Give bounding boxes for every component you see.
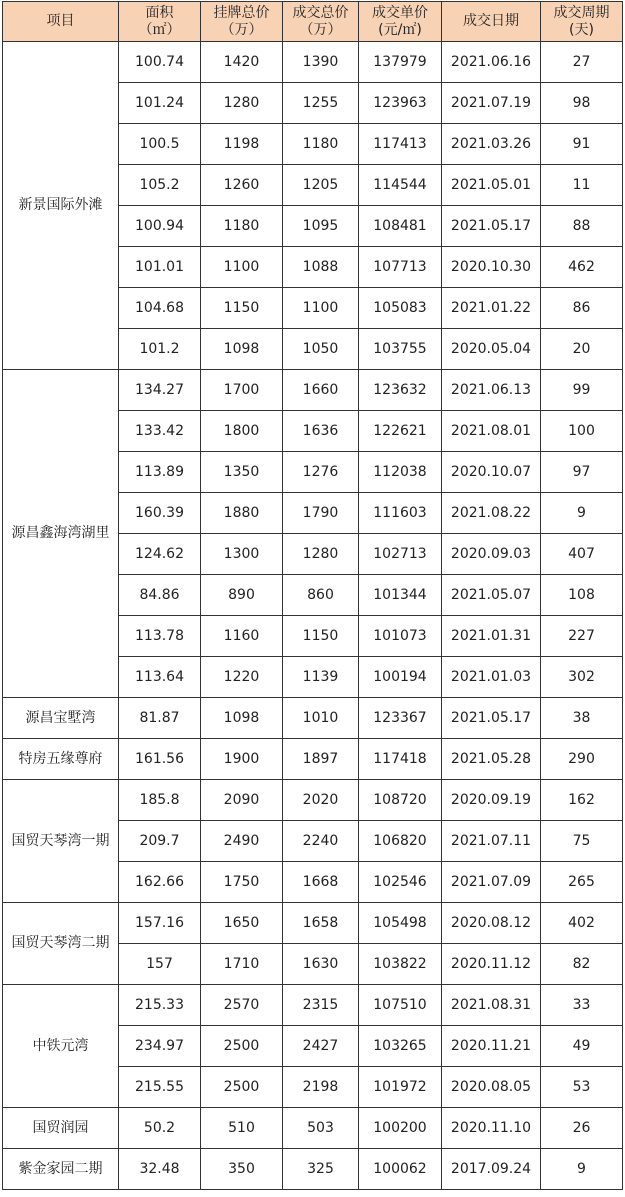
deal-price-cell: 1088 [283,247,359,288]
area-cell: 133.42 [119,411,201,452]
list-price-cell: 350 [201,1149,283,1190]
deal-price-cell: 1205 [283,165,359,206]
list-price-cell: 890 [201,575,283,616]
area-cell: 161.56 [119,739,201,780]
unit-price-cell: 101344 [359,575,442,616]
list-price-cell: 1098 [201,329,283,370]
list-price-cell: 1750 [201,862,283,903]
deal-price-cell: 2315 [283,985,359,1026]
deal-price-cell: 2240 [283,821,359,862]
deal-date-cell: 2021.08.22 [442,493,541,534]
unit-price-cell: 103822 [359,944,442,985]
area-cell: 81.87 [119,698,201,739]
deal-date-cell: 2020.11.12 [442,944,541,985]
project-name-cell: 国贸天琴湾一期 [3,780,119,903]
unit-price-cell: 103265 [359,1026,442,1067]
deal-date-cell: 2020.05.04 [442,329,541,370]
column-header-label: 成交总价 [292,4,349,21]
unit-price-cell: 122621 [359,411,442,452]
deal-date-cell: 2021.05.01 [442,165,541,206]
deal-price-cell: 325 [283,1149,359,1190]
column-header [283,2,359,42]
project-name-cell: 新景国际外滩 [3,42,119,370]
area-cell: 113.89 [119,452,201,493]
deal-cycle-cell: 11 [541,165,623,206]
deal-cycle-cell: 86 [541,288,623,329]
deal-date-cell: 2020.08.05 [442,1067,541,1108]
deal-cycle-cell: 302 [541,657,623,698]
area-cell: 84.86 [119,575,201,616]
area-cell: 32.48 [119,1149,201,1190]
area-cell: 50.2 [119,1108,201,1149]
deal-price-cell: 503 [283,1108,359,1149]
deal-cycle-cell: 75 [541,821,623,862]
deal-date-cell: 2021.01.03 [442,657,541,698]
area-cell: 100.94 [119,206,201,247]
deal-date-cell: 2021.05.17 [442,206,541,247]
area-cell: 162.66 [119,862,201,903]
table-row [3,1108,623,1149]
column-header-label: 成交周期 [553,4,610,21]
deal-date-cell: 2021.01.22 [442,288,541,329]
project-name-cell: 中铁元湾 [3,985,119,1108]
list-price-cell: 2490 [201,821,283,862]
column-header-unit: （万） [299,21,342,38]
unit-price-cell: 108481 [359,206,442,247]
deal-date-cell: 2021.05.07 [442,575,541,616]
deal-date-cell: 2020.08.12 [442,903,541,944]
deal-date-cell: 2021.08.01 [442,411,541,452]
area-cell: 215.55 [119,1067,201,1108]
transaction-table [2,1,623,1190]
column-header-unit: (天) [569,21,594,38]
deal-cycle-cell: 407 [541,534,623,575]
unit-price-cell: 106820 [359,821,442,862]
list-price-cell: 2570 [201,985,283,1026]
area-cell: 104.68 [119,288,201,329]
deal-cycle-cell: 38 [541,698,623,739]
column-header-label: 项目 [46,13,75,29]
column-header-label: 面积 [145,4,174,21]
deal-cycle-cell: 162 [541,780,623,821]
table-row [3,370,623,411]
deal-date-cell: 2020.11.21 [442,1026,541,1067]
table-row [3,42,623,83]
list-price-cell: 1420 [201,42,283,83]
deal-price-cell: 2020 [283,780,359,821]
table-row [3,739,623,780]
deal-date-cell: 2021.03.26 [442,124,541,165]
project-name-cell: 国贸润园 [3,1108,119,1149]
list-price-cell: 2500 [201,1067,283,1108]
deal-cycle-cell: 33 [541,985,623,1026]
list-price-cell: 1300 [201,534,283,575]
deal-date-cell: 2021.07.11 [442,821,541,862]
unit-price-cell: 103755 [359,329,442,370]
unit-price-cell: 102713 [359,534,442,575]
area-cell: 209.7 [119,821,201,862]
deal-cycle-cell: 98 [541,83,623,124]
deal-price-cell: 1010 [283,698,359,739]
column-header [541,2,623,42]
list-price-cell: 1180 [201,206,283,247]
deal-date-cell: 2021.06.13 [442,370,541,411]
deal-price-cell: 1668 [283,862,359,903]
column-header [442,2,541,42]
deal-price-cell: 1636 [283,411,359,452]
deal-date-cell: 2021.01.31 [442,616,541,657]
list-price-cell: 510 [201,1108,283,1149]
deal-date-cell: 2021.05.17 [442,698,541,739]
unit-price-cell: 117413 [359,124,442,165]
deal-date-cell: 2021.07.09 [442,862,541,903]
deal-date-cell: 2017.09.24 [442,1149,541,1190]
deal-cycle-cell: 100 [541,411,623,452]
column-header-label: 挂牌总价 [213,4,270,21]
unit-price-cell: 123963 [359,83,442,124]
column-header-label: 成交日期 [463,13,519,29]
list-price-cell: 1160 [201,616,283,657]
table-row [3,780,623,821]
deal-price-cell: 1139 [283,657,359,698]
deal-price-cell: 1280 [283,534,359,575]
area-cell: 101.2 [119,329,201,370]
deal-price-cell: 1790 [283,493,359,534]
area-cell: 157.16 [119,903,201,944]
list-price-cell: 1150 [201,288,283,329]
project-name-cell: 紫金家园二期 [3,1149,119,1190]
list-price-cell: 1280 [201,83,283,124]
deal-price-cell: 1150 [283,616,359,657]
deal-date-cell: 2020.09.03 [442,534,541,575]
area-cell: 113.78 [119,616,201,657]
list-price-cell: 1650 [201,903,283,944]
unit-price-cell: 123367 [359,698,442,739]
unit-price-cell: 105498 [359,903,442,944]
list-price-cell: 1710 [201,944,283,985]
area-cell: 105.2 [119,165,201,206]
table-row [3,903,623,944]
project-name-cell: 源昌鑫海湾湖里 [3,370,119,698]
deal-cycle-cell: 99 [541,370,623,411]
project-name-cell: 源昌宝墅湾 [3,698,119,739]
unit-price-cell: 100200 [359,1108,442,1149]
list-price-cell: 2500 [201,1026,283,1067]
area-cell: 124.62 [119,534,201,575]
column-header-label: 成交单价 [372,4,428,21]
table-header [3,2,623,42]
deal-date-cell: 2020.11.10 [442,1108,541,1149]
unit-price-cell: 114544 [359,165,442,206]
deal-cycle-cell: 82 [541,944,623,985]
area-cell: 234.97 [119,1026,201,1067]
list-price-cell: 1198 [201,124,283,165]
deal-price-cell: 1658 [283,903,359,944]
deal-cycle-cell: 402 [541,903,623,944]
list-price-cell: 1260 [201,165,283,206]
project-name-cell: 特房五缘尊府 [3,739,119,780]
column-header [359,2,442,42]
deal-cycle-cell: 49 [541,1026,623,1067]
deal-price-cell: 1180 [283,124,359,165]
column-header [201,2,283,42]
unit-price-cell: 107713 [359,247,442,288]
deal-cycle-cell: 53 [541,1067,623,1108]
deal-cycle-cell: 462 [541,247,623,288]
unit-price-cell: 101972 [359,1067,442,1108]
deal-date-cell: 2021.06.16 [442,42,541,83]
deal-price-cell: 1897 [283,739,359,780]
deal-date-cell: 2021.07.19 [442,83,541,124]
area-cell: 101.24 [119,83,201,124]
list-price-cell: 1100 [201,247,283,288]
unit-price-cell: 123632 [359,370,442,411]
deal-price-cell: 1255 [283,83,359,124]
deal-cycle-cell: 290 [541,739,623,780]
deal-date-cell: 2020.09.19 [442,780,541,821]
table-row [3,985,623,1026]
deal-date-cell: 2021.08.31 [442,985,541,1026]
area-cell: 160.39 [119,493,201,534]
area-cell: 113.64 [119,657,201,698]
deal-cycle-cell: 27 [541,42,623,83]
unit-price-cell: 137979 [359,42,442,83]
deal-cycle-cell: 265 [541,862,623,903]
deal-cycle-cell: 91 [541,124,623,165]
unit-price-cell: 102546 [359,862,442,903]
deal-price-cell: 1276 [283,452,359,493]
area-cell: 157 [119,944,201,985]
deal-price-cell: 2427 [283,1026,359,1067]
deal-cycle-cell: 9 [541,1149,623,1190]
area-cell: 134.27 [119,370,201,411]
deal-price-cell: 2198 [283,1067,359,1108]
table-row [3,1149,623,1190]
list-price-cell: 1900 [201,739,283,780]
deal-price-cell: 1630 [283,944,359,985]
deal-date-cell: 2020.10.30 [442,247,541,288]
unit-price-cell: 108720 [359,780,442,821]
deal-cycle-cell: 108 [541,575,623,616]
unit-price-cell: 111603 [359,493,442,534]
deal-price-cell: 1050 [283,329,359,370]
unit-price-cell: 117418 [359,739,442,780]
area-cell: 101.01 [119,247,201,288]
list-price-cell: 1220 [201,657,283,698]
deal-date-cell: 2021.05.28 [442,739,541,780]
table-body [3,42,623,1190]
deal-price-cell: 1660 [283,370,359,411]
deal-cycle-cell: 9 [541,493,623,534]
list-price-cell: 1800 [201,411,283,452]
list-price-cell: 1700 [201,370,283,411]
deal-cycle-cell: 97 [541,452,623,493]
deal-price-cell: 1390 [283,42,359,83]
unit-price-cell: 107510 [359,985,442,1026]
list-price-cell: 1880 [201,493,283,534]
area-cell: 215.33 [119,985,201,1026]
list-price-cell: 1350 [201,452,283,493]
column-header-unit: （万） [220,21,263,38]
area-cell: 185.8 [119,780,201,821]
area-cell: 100.74 [119,42,201,83]
deal-cycle-cell: 26 [541,1108,623,1149]
unit-price-cell: 105083 [359,288,442,329]
column-header [119,2,201,42]
column-header-unit: （㎡） [138,21,181,38]
deal-cycle-cell: 88 [541,206,623,247]
table-row [3,698,623,739]
list-price-cell: 1098 [201,698,283,739]
unit-price-cell: 100062 [359,1149,442,1190]
area-cell: 100.5 [119,124,201,165]
deal-price-cell: 860 [283,575,359,616]
unit-price-cell: 101073 [359,616,442,657]
deal-price-cell: 1100 [283,288,359,329]
deal-date-cell: 2020.10.07 [442,452,541,493]
list-price-cell: 2090 [201,780,283,821]
column-header-unit: (元/㎡) [378,21,422,38]
unit-price-cell: 112038 [359,452,442,493]
project-name-cell: 国贸天琴湾二期 [3,903,119,985]
column-header [3,2,119,42]
deal-cycle-cell: 227 [541,616,623,657]
unit-price-cell: 100194 [359,657,442,698]
deal-price-cell: 1095 [283,206,359,247]
deal-cycle-cell: 20 [541,329,623,370]
header-row [3,2,623,42]
